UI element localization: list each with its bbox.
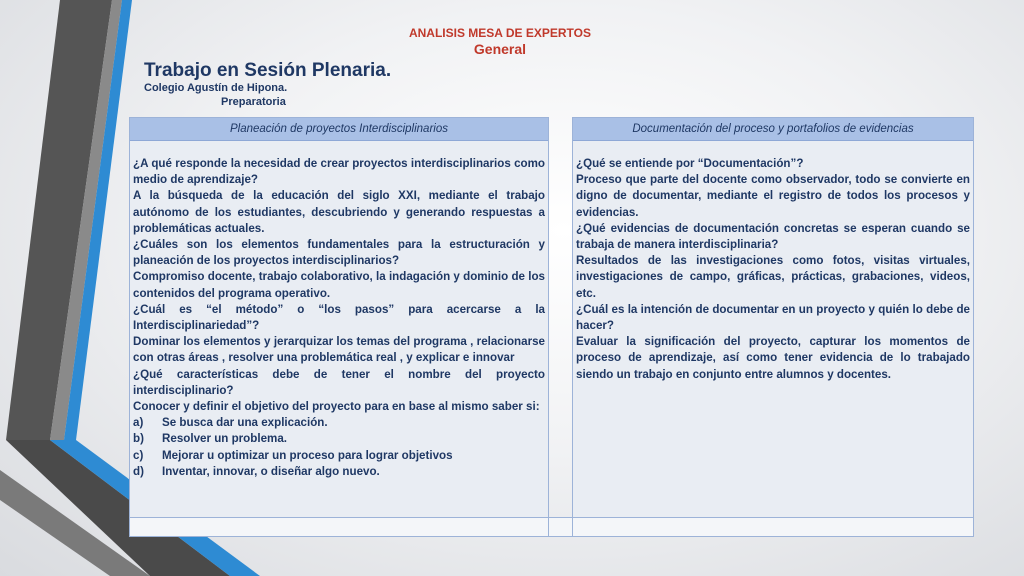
left-panel-heading: Planeación de proyectos Interdisciplinarios: [130, 118, 548, 141]
paragraph: ¿Cuál es la intención de documentar en un proyecto y quién lo debe de hacer?: [576, 302, 970, 333]
list-text: Mejorar u optimizar un proceso para lograr objetivos: [162, 448, 453, 462]
list-marker: a): [133, 416, 144, 430]
left-panel: [129, 117, 549, 520]
list-text: Inventar, innovar, o diseñar algo nuevo.: [162, 464, 380, 478]
list-item: [133, 464, 545, 480]
paragraph: ¿Cuál es “el método” o “los pasos” para acercarse a la Interdisciplinariedad”?: [133, 302, 545, 333]
paragraph: ¿Cuáles son los elementos fundamentales para la estructuración y planeación de los proyectos interdisciplinarios?: [133, 238, 545, 268]
right-panel: [572, 117, 974, 520]
left-table-footer-cell: [129, 517, 549, 537]
paragraph: Compromiso docente, trabajo colaborativo, la indagación y dominio de los contenidos del programa operativo.: [133, 270, 545, 300]
left-panel-body: [130, 141, 548, 480]
section-title: General: [473, 41, 527, 57]
paragraph: ¿Qué se entiende por “Documentación”?: [576, 157, 804, 170]
paragraph: Evaluar la significación del proyecto, capturar los momentos de proceso de aprendizaje, así como tener evidencia de lo trabajado siendo un trabajo en conjunto entre alumnos y docentes.: [576, 335, 970, 381]
paragraph: Dominar los elementos y jerarquizar los temas del programa , relacionarse con otras áreas , resolver una problemática real , y explicar e innovar: [133, 335, 545, 365]
paragraph: ¿Qué características debe de tener el nombre del proyecto interdisciplinario?: [133, 367, 545, 397]
paragraph: Conocer y definir el objetivo del proyecto para en base al mismo saber si:: [133, 400, 540, 414]
list-item: [133, 415, 545, 431]
school-name: Colegio Agustín de Hipona.: [144, 82, 288, 94]
list-marker: c): [133, 448, 144, 462]
list-marker: d): [133, 464, 144, 478]
list-text: Resolver un problema.: [162, 432, 287, 446]
paragraph: ¿A qué responde la necesidad de crear proyectos interdisciplinarios como medio de aprendizaje?: [133, 157, 545, 187]
list-text: Se busca dar una explicación.: [162, 416, 328, 430]
list-item: [133, 431, 545, 447]
middle-table-footer-cell: [548, 517, 573, 537]
school-level: Preparatoria: [221, 96, 286, 108]
kicker-title: ANALISIS MESA DE EXPERTOS: [408, 26, 592, 40]
paragraph: Resultados de las investigaciones como fotos, visitas virtuales, investigaciones de campo, gráficas, prácticas, grabaciones, videos, etc.: [576, 254, 970, 300]
header-kicker-block: [0, 26, 1000, 57]
right-panel-heading: Documentación del proceso y portafolios de evidencias: [573, 118, 973, 141]
right-table-footer-cell: [572, 517, 974, 537]
list-item: [133, 448, 545, 464]
page-title: Trabajo en Sesión Plenaria.: [144, 60, 392, 81]
paragraph: A la búsqueda de la educación del siglo XXI, mediante el trabajo autónomo de los estudiantes, descubriendo y generando respuestas a problemáticas actuales.: [133, 189, 545, 235]
right-panel-body: [573, 141, 973, 383]
list-marker: b): [133, 432, 144, 446]
paragraph: Proceso que parte del docente como observador, todo se convierte en digno de documentar, mediante el registro de todos los procesos y evidencias.: [576, 173, 970, 219]
paragraph: ¿Qué evidencias de documentación concretas se esperan cuando se trabaja de manera interdisciplinaria?: [576, 221, 970, 252]
